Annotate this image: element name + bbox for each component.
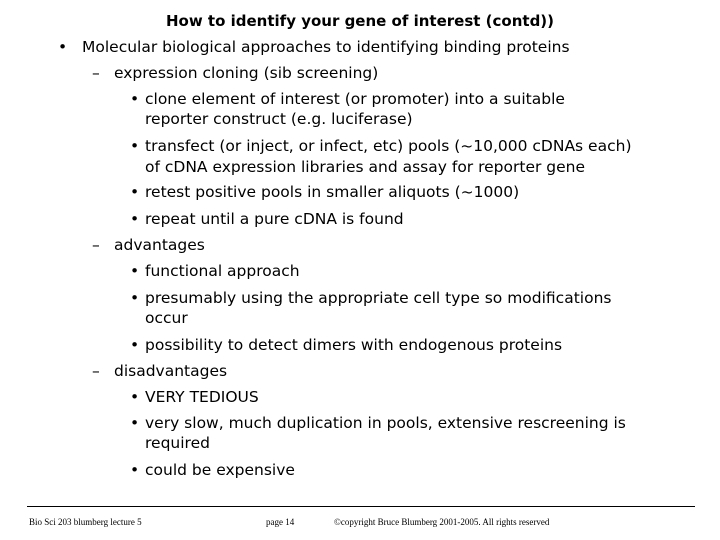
bullet-marker: •	[130, 183, 140, 201]
bullet-marker: •	[130, 414, 140, 432]
list-item	[130, 261, 300, 281]
list-item	[130, 209, 404, 229]
list-item	[92, 361, 227, 381]
item-text: repeat until a pure cDNA is found	[145, 210, 404, 228]
list-item	[130, 89, 565, 109]
list-item-continuation: occur	[145, 309, 188, 327]
item-text: Molecular biological approaches to identifying binding proteins	[82, 38, 570, 56]
list-item	[130, 335, 562, 355]
item-text: possibility to detect dimers with endogenous proteins	[145, 336, 563, 354]
list-item	[130, 413, 626, 433]
item-text: could be expensive	[145, 461, 295, 479]
item-text: clone element of interest (or promoter) into a suitable	[145, 90, 565, 108]
list-item	[130, 460, 295, 480]
dash-marker: –	[92, 64, 100, 82]
footer-copyright: ©copyright Bruce Blumberg 2001-2005. All rights reserved	[334, 517, 550, 527]
bullet-marker: •	[130, 137, 140, 155]
bullet-marker: •	[130, 90, 140, 108]
footer-course: Bio Sci 203 blumberg lecture 5	[29, 517, 142, 527]
slide-footer	[27, 506, 695, 527]
bullet-marker: •	[130, 461, 140, 479]
list-item	[130, 288, 611, 308]
item-text: transfect (or inject, or infect, etc) pools (~10,000 cDNAs each)	[145, 137, 632, 155]
list-item	[130, 182, 519, 202]
bullet-marker: •	[130, 210, 140, 228]
item-text: disadvantages	[114, 362, 228, 380]
bullet-marker: •	[130, 289, 140, 307]
list-item-continuation: reporter construct (e.g. luciferase)	[145, 110, 413, 128]
item-text: presumably using the appropriate cell type so modifications	[145, 289, 612, 307]
dash-marker: –	[92, 362, 100, 380]
item-text: very slow, much duplication in pools, extensive rescreening is	[145, 414, 626, 432]
bullet-marker: •	[130, 388, 140, 406]
bullet-marker: •	[58, 38, 68, 56]
slide-title: How to identify your gene of interest (contd))	[165, 12, 555, 30]
list-item-continuation: of cDNA expression libraries and assay for reporter gene	[145, 158, 586, 176]
list-item	[130, 387, 259, 407]
item-text: advantages	[114, 236, 205, 254]
item-text: expression cloning (sib screening)	[114, 64, 379, 82]
list-item	[58, 37, 570, 57]
list-item	[130, 136, 632, 156]
list-item	[92, 235, 205, 255]
bullet-marker: •	[130, 336, 140, 354]
bullet-marker: •	[130, 262, 140, 280]
dash-marker: –	[92, 236, 100, 254]
footer-page-number: page 14	[266, 517, 295, 527]
item-text: functional approach	[145, 262, 300, 280]
item-text: retest positive pools in smaller aliquots (~1000)	[145, 183, 520, 201]
list-item	[92, 63, 378, 83]
list-item-continuation: required	[145, 434, 210, 452]
item-text: VERY TEDIOUS	[145, 388, 259, 406]
